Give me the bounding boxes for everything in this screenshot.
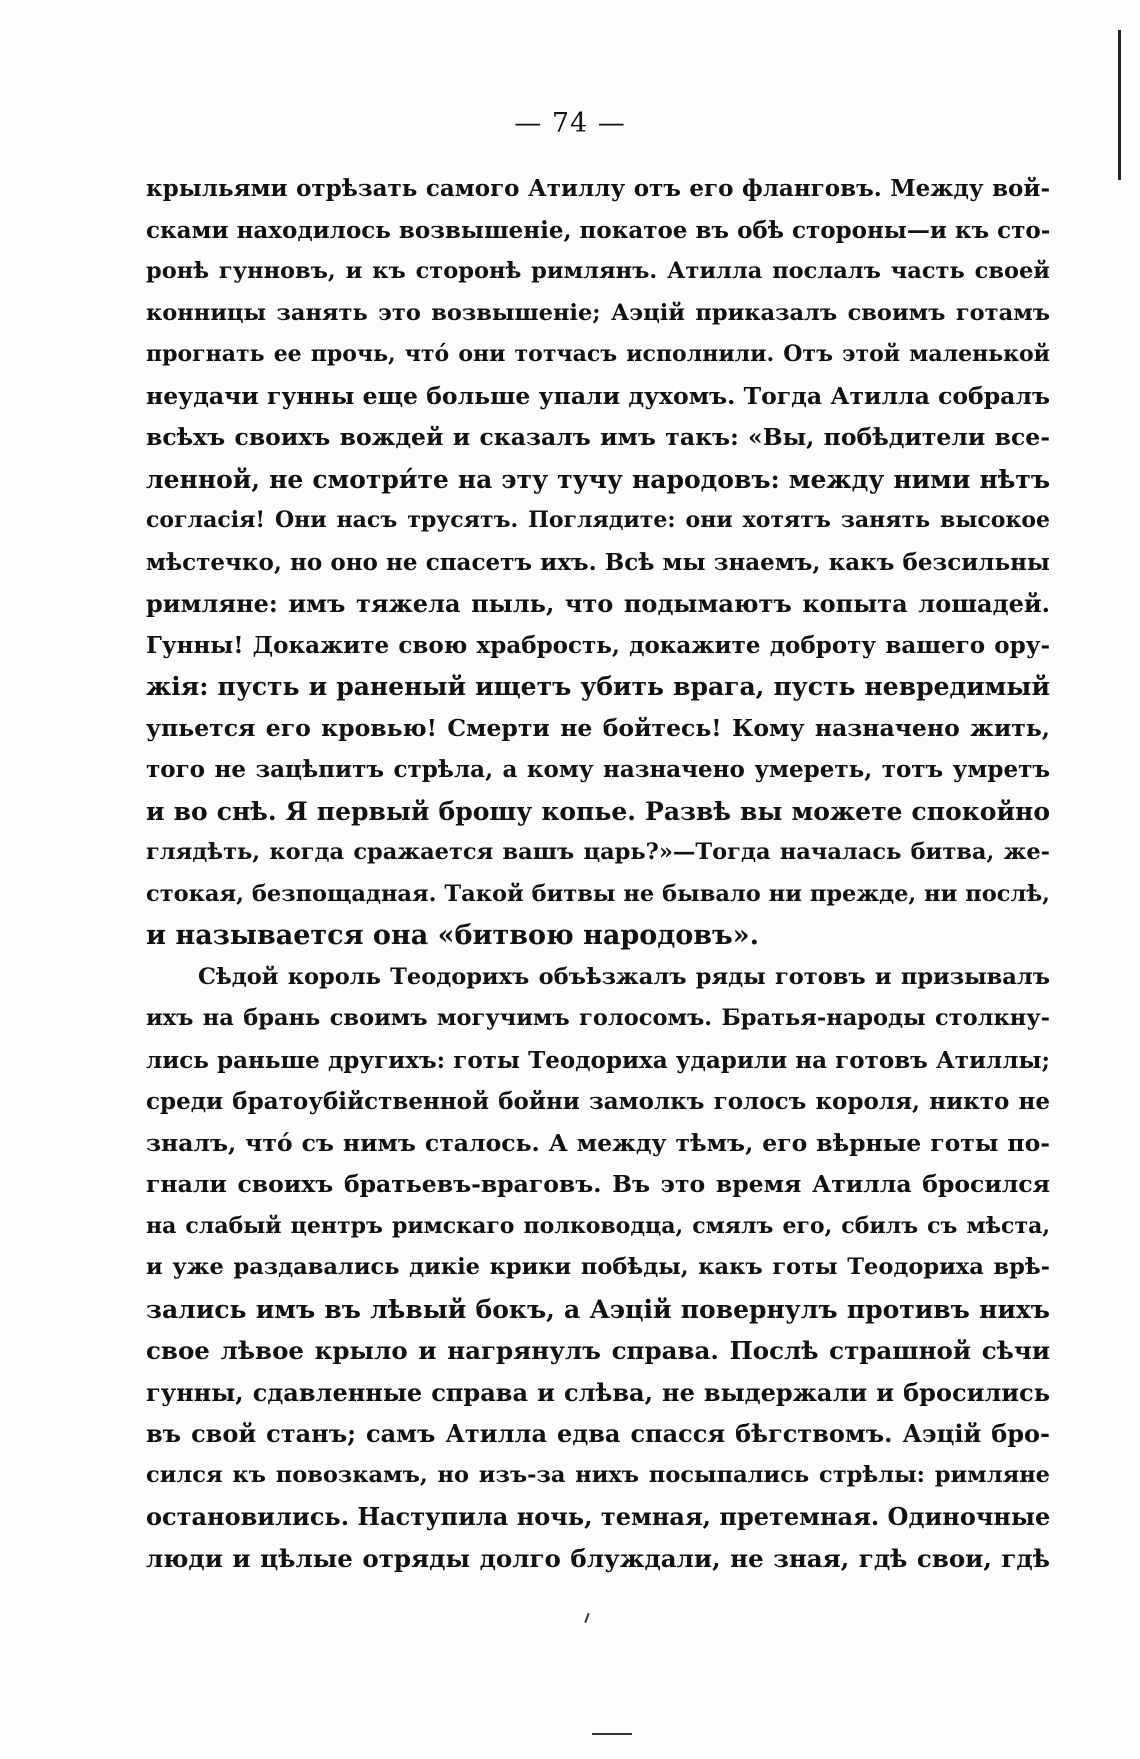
text-line: и называется она «битвою народовъ». (146, 920, 759, 951)
text-line: люди и цѣлые отряды долго блуждали, не зная, гдѣ свои, гдѣ (146, 1543, 1050, 1573)
paragraph-1 (146, 168, 1050, 957)
text-line: зались имъ въ лѣвый бокъ, а Аэцій повернулъ противъ нихъ (146, 1294, 1050, 1324)
text-line: зналъ, что́ съ нимъ сталось. А между тѣмъ, его вѣрные готы по- (146, 1128, 1050, 1157)
text-line: и во снѣ. Я первый брошу копье. Развѣ вы можете спокойно (146, 796, 1050, 826)
text-line: гнали своихъ братьевъ-враговъ. Въ это время Атилла бросился (146, 1170, 1050, 1198)
text-line: на слабый центръ римскаго полководца, смялъ его, сбилъ съ мѣста, (146, 1212, 1050, 1239)
text-line: неудачи гунны еще больше упали духомъ. Тогда Атилла собралъ (146, 381, 1050, 410)
text-line: стокая, безпощадная. Такой битвы не бывало ни прежде, ни послѣ, (146, 880, 1050, 907)
text-line: того не зацѣпитъ стрѣла, а кому назначено умереть, тотъ умретъ (146, 756, 1050, 783)
page-number: — 74 — (514, 108, 626, 139)
text-line: сился къ повозкамъ, но изъ-за нихъ посыпались стрѣлы: римляне (146, 1461, 1050, 1488)
text-line: и уже раздавались дикіе крики побѣды, какъ готы Теодориха врѣ- (146, 1254, 1050, 1280)
text-line: гунны, сдавленные справа и слѣва, не выдержали и бросились (146, 1377, 1050, 1407)
text-line: Гунны! Докажите свою храбрость, докажите доброту вашего ору- (146, 631, 1050, 659)
text-line: мѣстечко, но оно не спасетъ ихъ. Всѣ мы знаемъ, какъ безсильны (146, 548, 1050, 576)
text-line: свое лѣвое крыло и нагрянулъ справа. Послѣ страшной сѣчи (146, 1336, 1050, 1365)
text-line: лись раньше другихъ: готы Теодориха ударили на готовъ Атиллы; (146, 1046, 1050, 1074)
text-line: упьется его кровью! Смерти не бойтесь! Кому назначено жить, (146, 713, 1050, 742)
paragraph-2 (146, 957, 1050, 1580)
text-line: ленной, не смотри́те на эту тучу народовъ: между ними нѣтъ (146, 464, 1050, 494)
text-line: въ свой станъ; самъ Атилла едва спасся бѣгствомъ. Аэцій бро- (146, 1419, 1050, 1448)
page-edge-mark (1118, 30, 1121, 180)
text-line: крыльями отрѣзать самого Атиллу отъ его фланговъ. Между вой- (146, 175, 1050, 202)
text-line: Сѣдой король Теодорихъ объѣзжалъ ряды готовъ и призывалъ (198, 963, 1050, 990)
text-line: сками находилось возвышеніе, покатое въ обѣ стороны—и къ сто- (146, 216, 1051, 244)
text-line: жія: пусть и раненый ищетъ убить врага, пусть невредимый (146, 672, 1050, 701)
text-line: согласія! Они насъ трусятъ. Поглядите: они хотятъ занять высокое (146, 507, 1050, 533)
text-line: среди братоубійственной бойни замолкъ голосъ короля, никто не (146, 1088, 1050, 1115)
text-line: ронѣ гунновъ, и къ сторонѣ римлянъ. Атилла послалъ часть своей (146, 258, 1050, 284)
text-line: римляне: имъ тяжела пыль, что подымаютъ копыта лошадей. (146, 589, 1050, 618)
text-line: ихъ на брань своимъ могучимъ голосомъ. Братья-народы столкну- (146, 1005, 1050, 1031)
text-line: конницы занять это возвышеніе; Аэцій приказалъ своимъ готамъ (146, 299, 1050, 326)
scan-speck (592, 1733, 632, 1735)
text-line: глядѣть, когда сражается вашъ царь?»—Тогда началась битва, же- (146, 839, 1050, 865)
text-line: прогнать ее прочь, что́ они тотчасъ исполнили. Отъ этой маленькой (146, 341, 1050, 367)
text-line: остановились. Наступила ночь, темная, претемная. Одиночные (146, 1502, 1051, 1531)
scan-speck (584, 1613, 589, 1623)
body-text (146, 168, 1050, 1579)
text-line: всѣхъ своихъ вождей и сказалъ имъ такъ: «Вы, побѣдители все- (146, 423, 1050, 451)
